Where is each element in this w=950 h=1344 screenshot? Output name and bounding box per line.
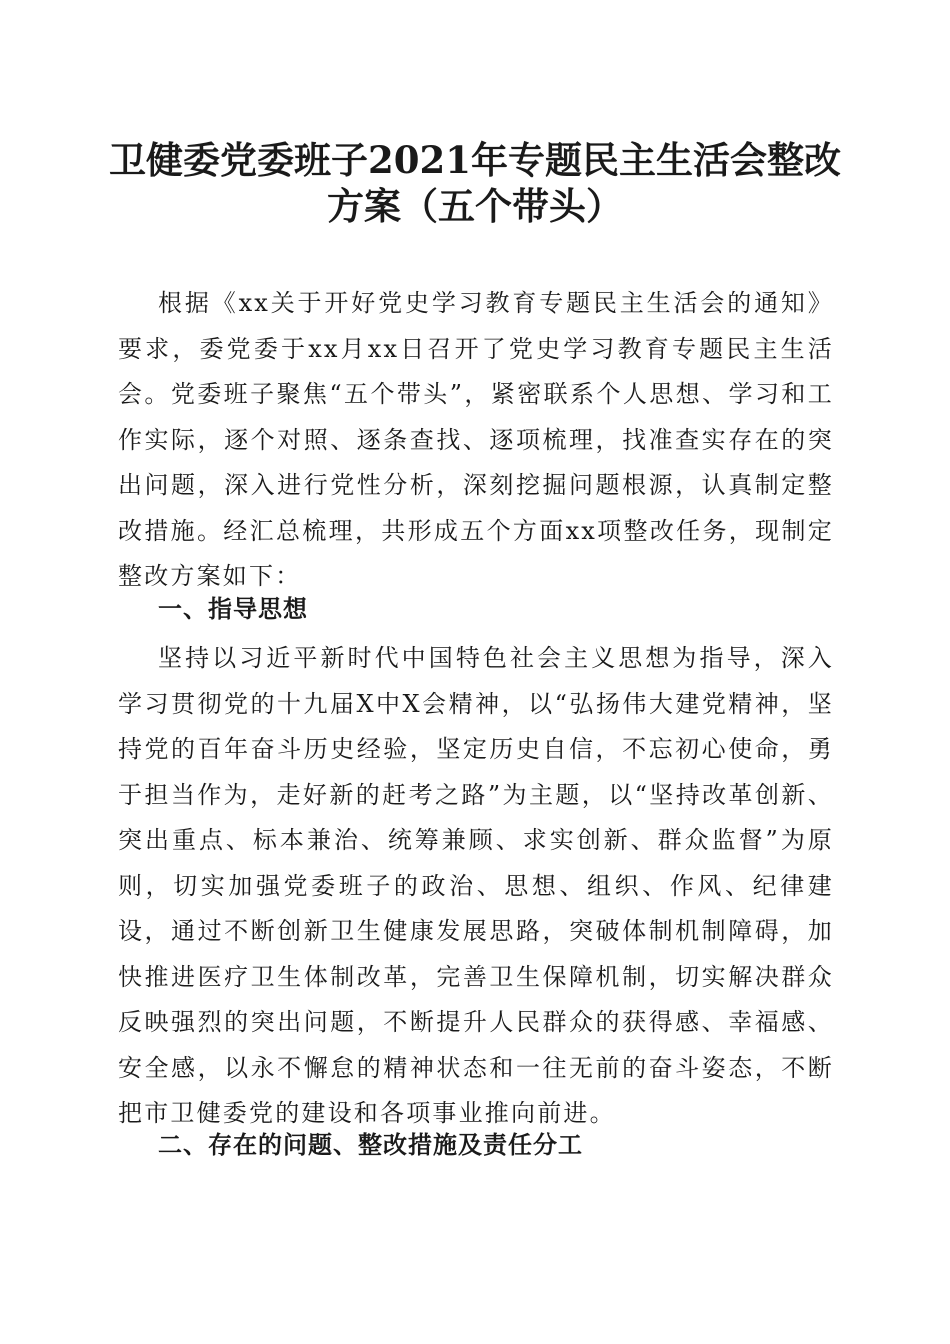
- document-title-line-1: 卫健委党委班子2021年专题民主生活会整改: [109, 138, 841, 182]
- section-1-paragraph: 坚持以习近平新时代中国特色社会主义思想为指导，深入学习贯彻党的十九届X中X会精神，以“弘扬伟大建党精神，坚持党的百年奋斗历史经验，坚定历史自信，不忘初心使命，勇于担当作为，走好新的赶考之路”为主题，以“坚持改革创新、突出重点、标本兼治、统筹兼顾、求实创新、群众监督”为原则，切实加强党委班子的政治、思想、组织、作风、纪律建设，通过不断创新卫生健康发展思路，突破体制机制障碍，加快推进医疗卫生体制改革，完善卫生保障机制，切实解决群众反映强烈的突出问题，不断提升人民群众的获得感、幸福感、安全感，以永不懈怠的精神状态和一往无前的奋斗姿态，不断把市卫健委党的建设和各项事业推向前进。: [118, 644, 834, 1127]
- document-title-line-2: 方案（五个带头）: [327, 184, 623, 228]
- intro-paragraph: 根据《xx关于开好党史学习教育专题民主生活会的通知》要求，委党委于xx月xx日召开了党史学习教育专题民主生活会。党委班子聚焦“五个带头”，紧密联系个人思想、学习和工作实际，逐个对照、逐条查找、逐项梳理，找准查实存在的突出问题，深入进行党性分析，深刻挖掘问题根源，认真制定整改措施。经汇总梳理，共形成五个方面xx项整改任务，现制定整改方案如下：: [118, 289, 834, 590]
- section-1-heading: 一、指导思想: [158, 595, 308, 623]
- section-2-heading: 二、存在的问题、整改措施及责任分工: [158, 1131, 583, 1159]
